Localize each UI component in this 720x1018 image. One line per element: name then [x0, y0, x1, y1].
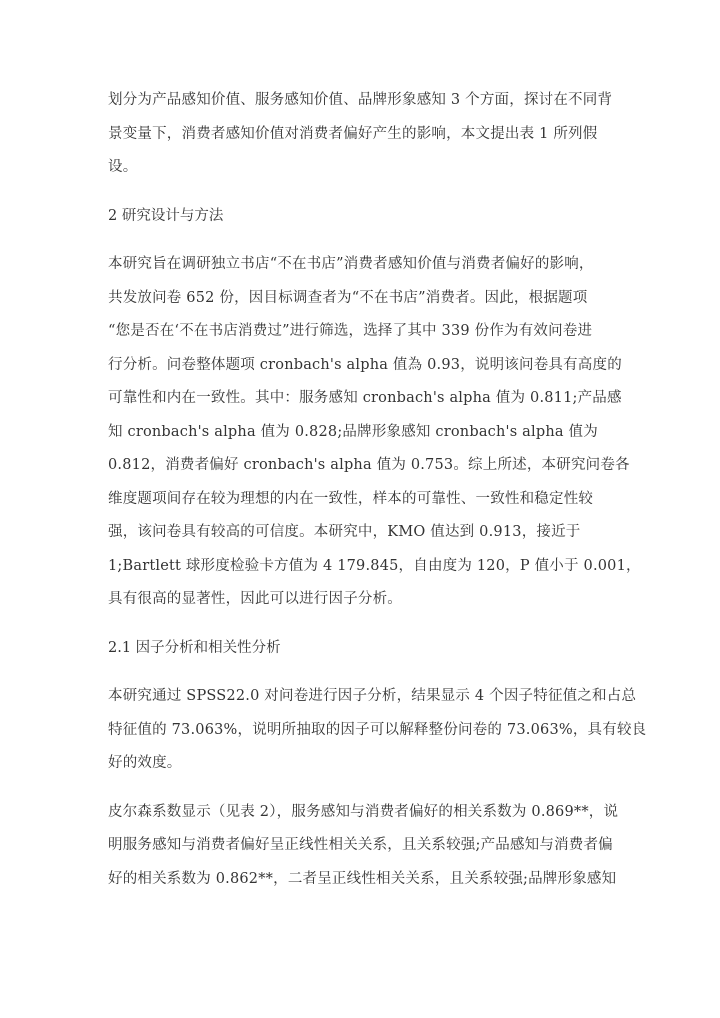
text-line: 明服务感知与消费者偏好呈正线性相关关系，且关系较强;产品感知与消费者偏	[108, 837, 613, 853]
text-line: 景变量下，消费者感知价值对消费者偏好产生的影响，本文提出表 1 所列假	[108, 125, 598, 142]
text-line: 共发放问卷 652 份，因目标调查者为“不在书店”消费者。因此，根据题项	[108, 289, 588, 306]
section-heading-2-1: 2.1 因子分析和相关性分析	[108, 639, 281, 656]
text-line: 强，该问卷具有较高的可信度。本研究中，KMO 值达到 0.913，接近于	[108, 524, 581, 540]
paragraph-hypothesis-intro	[108, 84, 618, 185]
text-line: 本研究通过 SPSS22.0 对问卷进行因子分析，结果显示 4 个因子特征值之和占总	[108, 688, 637, 704]
text-line: 好的相关系数为 0.862**，二者呈正线性相关关系，且关系较强;品牌形象感知	[108, 870, 617, 887]
text-line: 好的效度。	[108, 755, 182, 771]
section-heading-2: 2 研究设计与方法	[108, 207, 224, 224]
text-line: 设。	[108, 159, 138, 175]
text-line: 行分析。问卷整体题项 cronbach's alpha 值為 0.93，说明该问卷具有高度的	[108, 356, 622, 373]
text-line: 知 cronbach's alpha 值为 0.828;品牌形象感知 cronbach's alpha 值为	[108, 423, 598, 440]
text-line: “您是否在‘不在书店消费过”进行筛选，选择了其中 339 份作为有效问卷进	[108, 323, 593, 339]
paragraph-research-design	[108, 248, 641, 617]
text-line: 1;Bartlett 球形度检验卡方值为 4 179.845，自由度为 120，P 值小于 0.001，	[108, 557, 641, 574]
document-body	[108, 84, 647, 896]
text-line: 划分为产品感知价值、服务感知价值、品牌形象感知 3 个方面，探讨在不同背	[108, 92, 613, 108]
text-line: 本研究旨在调研独立书店“不在书店”消费者感知价值与消费者偏好的影响，	[108, 256, 594, 272]
text-line: 可靠性和内在一致性。其中：服务感知 cronbach's alpha 值为 0.811;产品感	[108, 390, 622, 406]
text-line: 皮尔森系数显示（见表 2），服务感知与消费者偏好的相关系数为 0.869**，说	[108, 803, 619, 820]
text-line: 特征值的 73.063%，说明所抽取的因子可以解释整份问卷的 73.063%，具有较良	[108, 721, 647, 738]
text-line: 维度题项间存在较为理想的内在一致性，样本的可靠性、一致性和稳定性较	[108, 490, 594, 507]
paragraph-factor-analysis	[108, 680, 647, 781]
paragraph-pearson-correlation	[108, 796, 618, 897]
text-line: 0.812，消费者偏好 cronbach's alpha 值为 0.753。综上所述，本研究问卷各	[108, 457, 630, 473]
text-line: 具有很高的显著性，因此可以进行因子分析。	[108, 591, 402, 607]
